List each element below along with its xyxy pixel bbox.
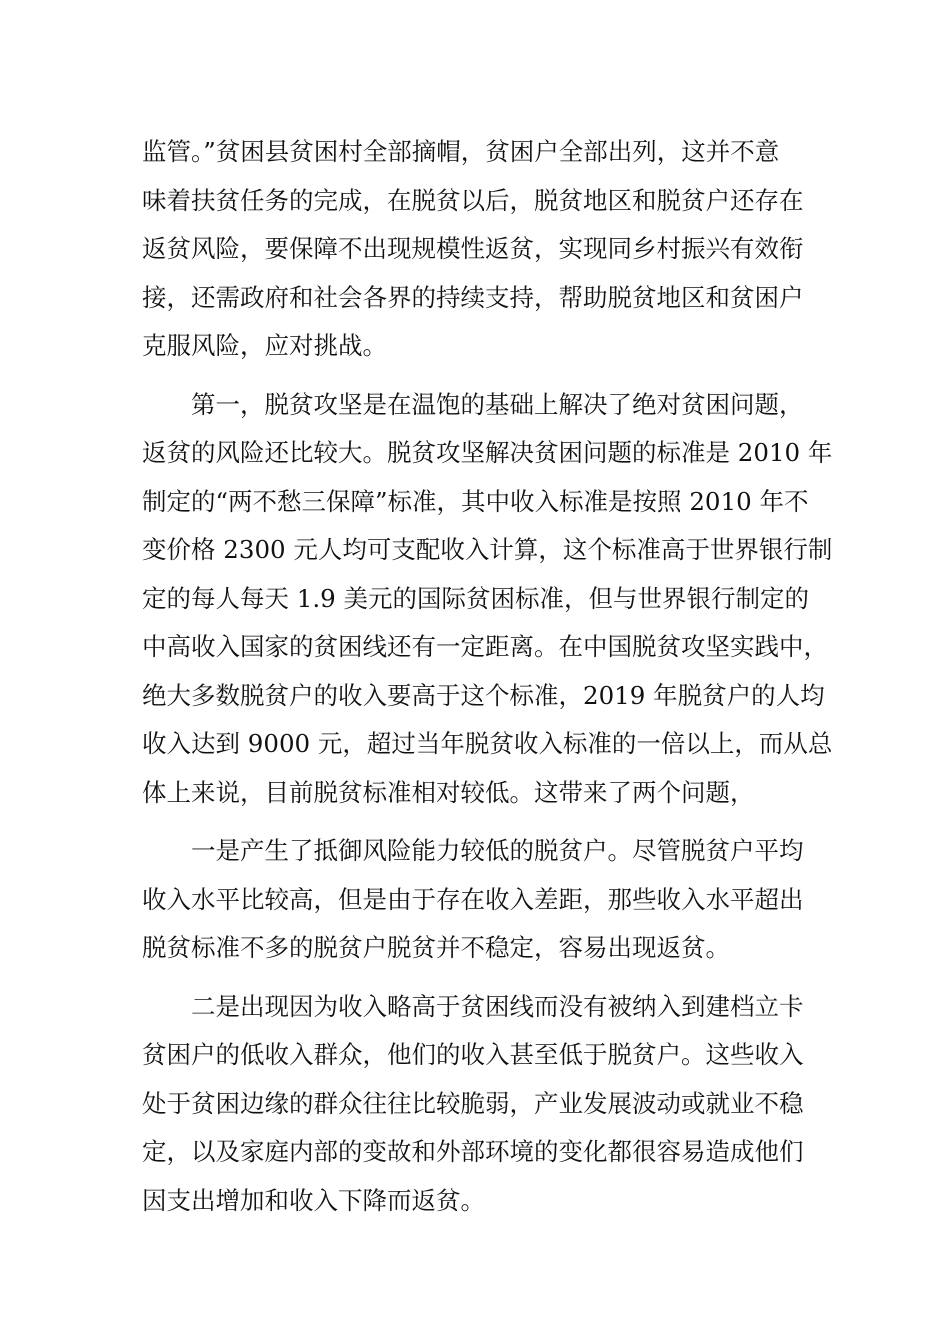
- text-line: 味着扶贫任务的完成，在脱贫以后，脱贫地区和脱贫户还存在: [142, 185, 804, 215]
- text-line: 中高收入国家的贫困线还有一定距离。在中国脱贫攻坚实践中，: [142, 632, 828, 661]
- text-line: 克服风险，应对挑战。: [142, 331, 387, 360]
- text-line: 脱贫标准不多的脱贫户脱贫并不稳定，容易出现返贫。: [142, 933, 730, 962]
- text-line: 返贫的风险还比较大。脱贫攻坚解决贫困问题的标准是 2010 年: [142, 438, 833, 467]
- text-line: 定的每人每天 1.9 美元的国际贫困标准，但与世界银行制定的: [142, 583, 810, 613]
- paragraph-4: [142, 983, 822, 1226]
- paragraph-1: [142, 128, 822, 371]
- text-line: 收入水平比较高，但是由于存在收入差距，那些收入水平超出: [142, 884, 804, 914]
- text-line: 接，还需政府和社会各界的持续支持，帮助脱贫地区和贫困户: [142, 282, 804, 312]
- text-line: 返贫风险，要保障不出现规模性返贫，实现同乡村振兴有效衔: [142, 234, 804, 263]
- text-line: 绝大多数脱贫户的收入要高于这个标准，2019 年脱贫户的人均: [142, 680, 825, 710]
- text-line: 制定的“两不愁三保障”标准，其中收入标准是按照 2010 年不: [142, 486, 809, 516]
- paragraph-2: [142, 381, 833, 818]
- text-line: 处于贫困边缘的群众往往比较脆弱，产业发展波动或就业不稳: [142, 1088, 804, 1118]
- paragraph-gap: [142, 817, 822, 827]
- text-line: 体上来说，目前脱贫标准相对较低。这带来了两个问题，: [142, 777, 755, 807]
- text-line: 定，以及家庭内部的变故和外部环境的变化都很容易造成他们: [142, 1137, 804, 1166]
- text-line: 因支出增加和收入下降而返贫。: [142, 1185, 485, 1215]
- text-line: 二是出现因为收入略高于贫困线而没有被纳入到建档立卡: [142, 991, 804, 1021]
- body-text: [142, 128, 833, 1225]
- paragraph-3: [142, 827, 822, 973]
- text-line: 第一，脱贫攻坚是在温饱的基础上解决了绝对贫困问题，: [142, 389, 804, 419]
- paragraph-gap: [142, 371, 822, 381]
- text-line: 变价格 2300 元人均可支配收入计算，这个标准高于世界银行制: [142, 535, 833, 564]
- text-line: 一是产生了抵御风险能力较低的脱贫户。尽管脱贫户平均: [142, 836, 804, 865]
- text-line: 收入达到 9000 元，超过当年脱贫收入标准的一倍以上，而从总: [142, 729, 833, 758]
- text-line: 贫困户的低收入群众，他们的收入甚至低于脱贫户。这些收入: [142, 1040, 804, 1069]
- paragraph-gap: [142, 973, 822, 983]
- text-line: 监管。”贫困县贫困村全部摘帽，贫困户全部出列，这并不意: [142, 137, 780, 166]
